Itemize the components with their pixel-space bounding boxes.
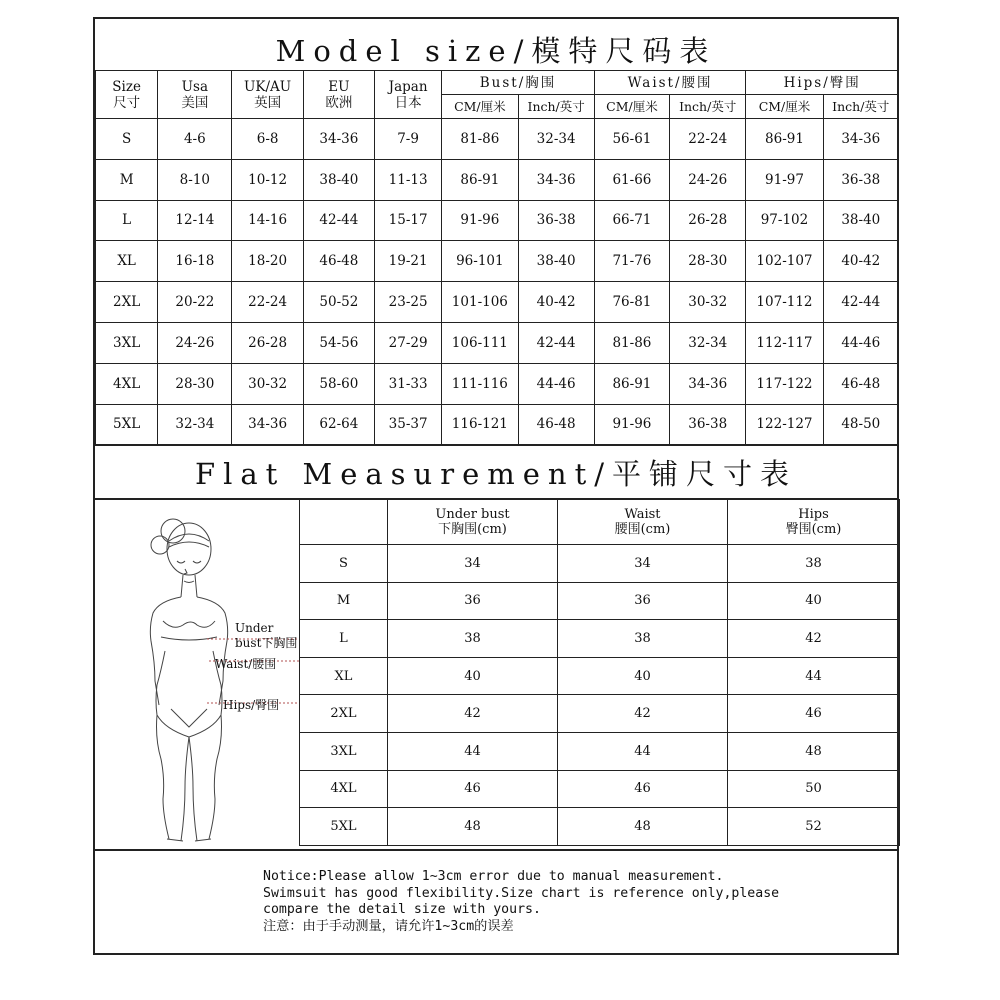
size-value-cell: 48-50	[823, 404, 898, 445]
size-value-cell: 91-97	[746, 159, 823, 200]
bust-header: Bust/胸围	[442, 71, 595, 95]
size-value-cell: 81-86	[442, 119, 518, 160]
flat-row	[300, 620, 900, 658]
size-value-cell: 27-29	[374, 322, 441, 363]
flat-value-cell: 44	[728, 657, 900, 695]
waist-inch-header: Inch/英寸	[670, 95, 746, 119]
size-label-cell: M	[96, 159, 158, 200]
size-value-cell: 38-40	[823, 200, 898, 241]
size-value-cell: 34-36	[670, 363, 746, 404]
size-row	[96, 322, 899, 363]
size-label-cell: 2XL	[96, 282, 158, 323]
size-value-cell: 8-10	[158, 159, 232, 200]
size-value-cell: 38-40	[518, 241, 594, 282]
flat-value-cell: 46	[388, 770, 558, 808]
notice-line: compare the detail size with yours.	[263, 902, 541, 917]
size-value-cell: 116-121	[442, 404, 518, 445]
size-value-cell: 23-25	[374, 282, 441, 323]
waist-header: Waist/腰围	[594, 71, 746, 95]
flat-value-cell: 40	[388, 657, 558, 695]
under-bust-label: bust下胸围	[235, 636, 298, 650]
size-value-cell: 34-36	[232, 404, 303, 445]
size-label-cell: 4XL	[96, 363, 158, 404]
waist-cm-header: CM/厘米	[594, 95, 669, 119]
flat-row	[300, 695, 900, 733]
flat-hips-header: Hips 臀围(cm)	[728, 500, 900, 545]
size-header: Size 尺寸	[96, 71, 158, 119]
flat-value-cell: 38	[388, 620, 558, 658]
flat-size-cell: XL	[300, 657, 388, 695]
size-value-cell: 42-44	[303, 200, 374, 241]
section-divider	[95, 849, 897, 851]
flat-value-cell: 46	[728, 695, 900, 733]
size-label-cell: S	[96, 119, 158, 160]
size-value-cell: 35-37	[374, 404, 441, 445]
size-value-cell: 46-48	[518, 404, 594, 445]
eu-header: EU 欧洲	[303, 71, 374, 119]
size-value-cell: 10-12	[232, 159, 303, 200]
size-value-cell: 111-116	[442, 363, 518, 404]
size-value-cell: 86-91	[746, 119, 823, 160]
size-value-cell: 81-86	[594, 322, 669, 363]
size-value-cell: 24-26	[670, 159, 746, 200]
size-value-cell: 18-20	[232, 241, 303, 282]
size-value-cell: 36-38	[670, 404, 746, 445]
bust-inch-header: Inch/英寸	[518, 95, 594, 119]
flat-row	[300, 808, 900, 846]
hips-header: Hips/臀围	[746, 71, 899, 95]
flat-row	[300, 770, 900, 808]
flat-size-cell: 5XL	[300, 808, 388, 846]
size-value-cell: 102-107	[746, 241, 823, 282]
size-value-cell: 40-42	[518, 282, 594, 323]
flat-waist-header: Waist 腰围(cm)	[558, 500, 728, 545]
hips-cm-header: CM/厘米	[746, 95, 823, 119]
size-label-cell: L	[96, 200, 158, 241]
flat-size-cell: 2XL	[300, 695, 388, 733]
size-value-cell: 56-61	[594, 119, 669, 160]
notice-text	[263, 869, 779, 935]
under-label: Under	[235, 621, 274, 635]
size-value-cell: 4-6	[158, 119, 232, 160]
flat-value-cell: 50	[728, 770, 900, 808]
flat-value-cell: 34	[388, 545, 558, 583]
size-value-cell: 7-9	[374, 119, 441, 160]
size-value-cell: 61-66	[594, 159, 669, 200]
size-value-cell: 34-36	[518, 159, 594, 200]
size-value-cell: 6-8	[232, 119, 303, 160]
size-value-cell: 96-101	[442, 241, 518, 282]
size-value-cell: 14-16	[232, 200, 303, 241]
size-value-cell: 16-18	[158, 241, 232, 282]
hips-inch-header: Inch/英寸	[823, 95, 898, 119]
bust-cm-header: CM/厘米	[442, 95, 518, 119]
flat-size-cell: 3XL	[300, 732, 388, 770]
size-row	[96, 159, 899, 200]
flat-value-cell: 46	[558, 770, 728, 808]
size-value-cell: 22-24	[232, 282, 303, 323]
size-row	[96, 200, 899, 241]
flat-value-cell: 36	[388, 582, 558, 620]
section-divider	[95, 444, 897, 446]
hips-label: Hips/臀围	[223, 698, 280, 712]
japan-header: Japan 日本	[374, 71, 441, 119]
size-value-cell: 22-24	[670, 119, 746, 160]
flat-size-cell: M	[300, 582, 388, 620]
under-bust-header: Under bust 下胸围(cm)	[388, 500, 558, 545]
size-value-cell: 30-32	[232, 363, 303, 404]
size-value-cell: 44-46	[823, 322, 898, 363]
flat-value-cell: 48	[388, 808, 558, 846]
size-value-cell: 34-36	[823, 119, 898, 160]
size-label-cell: XL	[96, 241, 158, 282]
flat-value-cell: 38	[558, 620, 728, 658]
size-value-cell: 76-81	[594, 282, 669, 323]
size-value-cell: 32-34	[670, 322, 746, 363]
size-value-cell: 58-60	[303, 363, 374, 404]
size-value-cell: 54-56	[303, 322, 374, 363]
body-measurement-figure	[97, 501, 299, 849]
size-value-cell: 86-91	[442, 159, 518, 200]
size-value-cell: 46-48	[823, 363, 898, 404]
flat-value-cell: 42	[388, 695, 558, 733]
size-value-cell: 91-96	[594, 404, 669, 445]
size-row	[96, 241, 899, 282]
size-value-cell: 97-102	[746, 200, 823, 241]
flat-value-cell: 42	[728, 620, 900, 658]
usa-header: Usa 美国	[158, 71, 232, 119]
size-value-cell: 91-96	[442, 200, 518, 241]
size-value-cell: 34-36	[303, 119, 374, 160]
flat-measurement-table	[299, 499, 900, 846]
size-value-cell: 26-28	[232, 322, 303, 363]
size-value-cell: 31-33	[374, 363, 441, 404]
flat-value-cell: 34	[558, 545, 728, 583]
notice-line: Swimsuit has good flexibility.Size chart is reference only,please	[263, 885, 780, 901]
size-value-cell: 42-44	[823, 282, 898, 323]
flat-size-header	[300, 500, 388, 545]
flat-row	[300, 545, 900, 583]
notice-line: Notice:Please allow 1~3cm error due to manual measurement.	[263, 869, 724, 884]
size-value-cell: 44-46	[518, 363, 594, 404]
size-value-cell: 20-22	[158, 282, 232, 323]
size-value-cell: 28-30	[158, 363, 232, 404]
size-value-cell: 122-127	[746, 404, 823, 445]
size-value-cell: 19-21	[374, 241, 441, 282]
size-value-cell: 11-13	[374, 159, 441, 200]
flat-row	[300, 732, 900, 770]
size-value-cell: 107-112	[746, 282, 823, 323]
flat-size-cell: S	[300, 545, 388, 583]
flat-measurement-title: Flat Measurement/平铺尺寸表	[194, 457, 798, 491]
size-value-cell: 36-38	[518, 200, 594, 241]
size-value-cell: 40-42	[823, 241, 898, 282]
size-value-cell: 62-64	[303, 404, 374, 445]
size-label-cell: 5XL	[96, 404, 158, 445]
flat-value-cell: 48	[728, 732, 900, 770]
size-value-cell: 15-17	[374, 200, 441, 241]
size-value-cell: 32-34	[518, 119, 594, 160]
size-row	[96, 404, 899, 445]
woman-sketch-icon	[150, 519, 227, 841]
size-value-cell: 86-91	[594, 363, 669, 404]
size-row	[96, 282, 899, 323]
flat-value-cell: 44	[558, 732, 728, 770]
flat-value-cell: 40	[728, 582, 900, 620]
size-label-cell: 3XL	[96, 322, 158, 363]
size-value-cell: 71-76	[594, 241, 669, 282]
flat-value-cell: 36	[558, 582, 728, 620]
model-size-title: Model size/模特尺码表	[275, 34, 717, 68]
flat-value-cell: 40	[558, 657, 728, 695]
size-value-cell: 101-106	[442, 282, 518, 323]
size-value-cell: 112-117	[746, 322, 823, 363]
size-value-cell: 32-34	[158, 404, 232, 445]
size-value-cell: 50-52	[303, 282, 374, 323]
notice-line: 注意：由于手动测量，请允许1~3cm的误差	[263, 918, 514, 934]
size-value-cell: 38-40	[303, 159, 374, 200]
size-value-cell: 36-38	[823, 159, 898, 200]
size-value-cell: 12-14	[158, 200, 232, 241]
size-value-cell: 30-32	[670, 282, 746, 323]
size-value-cell: 117-122	[746, 363, 823, 404]
flat-value-cell: 52	[728, 808, 900, 846]
flat-value-cell: 38	[728, 545, 900, 583]
flat-value-cell: 48	[558, 808, 728, 846]
size-value-cell: 24-26	[158, 322, 232, 363]
size-row	[96, 363, 899, 404]
size-value-cell: 26-28	[670, 200, 746, 241]
size-value-cell: 106-111	[442, 322, 518, 363]
flat-row	[300, 582, 900, 620]
size-row	[96, 119, 899, 160]
size-value-cell: 42-44	[518, 322, 594, 363]
waist-label: Waist/腰围	[215, 657, 277, 671]
ukau-header: UK/AU 英国	[232, 71, 303, 119]
size-chart-frame	[93, 17, 899, 955]
model-size-table	[95, 70, 899, 445]
size-value-cell: 46-48	[303, 241, 374, 282]
flat-row	[300, 657, 900, 695]
flat-size-cell: 4XL	[300, 770, 388, 808]
flat-value-cell: 42	[558, 695, 728, 733]
flat-value-cell: 44	[388, 732, 558, 770]
size-value-cell: 28-30	[670, 241, 746, 282]
size-value-cell: 66-71	[594, 200, 669, 241]
flat-size-cell: L	[300, 620, 388, 658]
